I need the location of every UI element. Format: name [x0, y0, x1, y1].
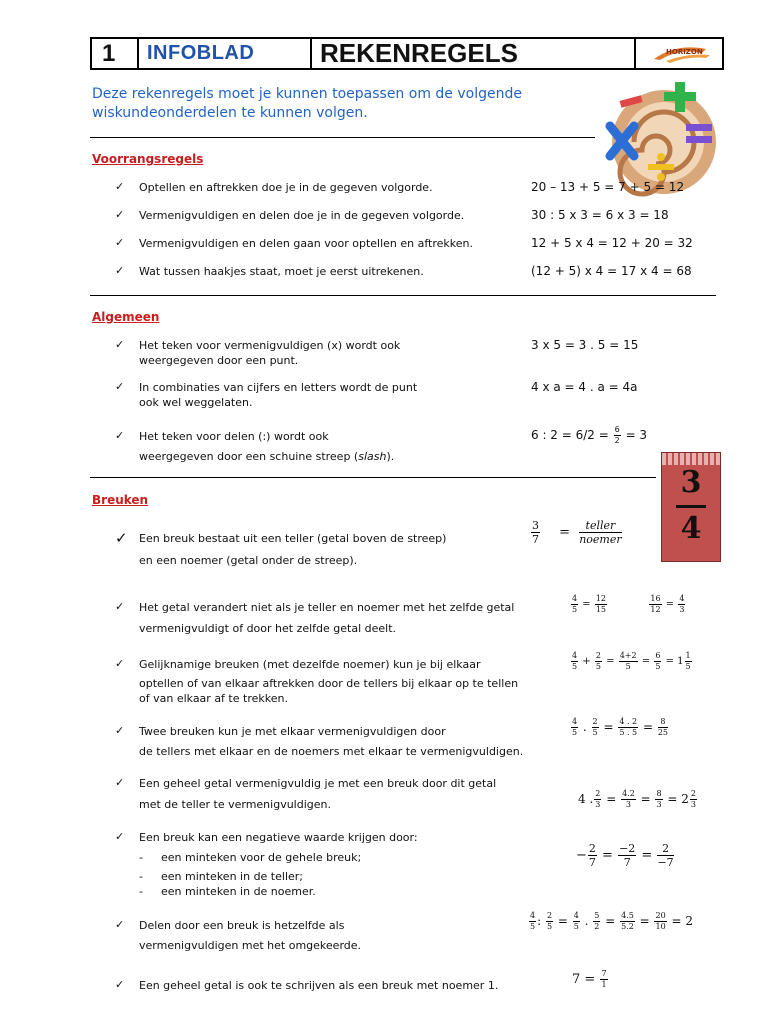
rule-example: $\frac{4}{5}$ . $\frac{2}{5}$ = $\frac{4 . 2}{5 . 5}$ = $\frac{8}{25}$	[572, 717, 669, 737]
rule-text: Het getal verandert niet als je teller en noemer met het zelfde getal vermenigvuldigt of door het zelfde getal deelt.	[139, 601, 515, 635]
intro-divider	[90, 137, 595, 138]
rule-text: Een breuk kan een negatieve waarde krijgen door:	[139, 831, 418, 844]
dash-icon: -	[139, 851, 143, 864]
check-icon: ✓	[115, 338, 125, 351]
check-icon: ✓	[115, 529, 128, 547]
rule-example: 30 : 5 x 3 = 6 x 3 = 18	[531, 208, 669, 222]
rule-text: Wat tussen haakjes staat, moet je eerst uitrekenen.	[139, 265, 424, 278]
rule-example: 4 . $\frac{2}{3}$ = $\frac{4.2}{3}$ = $\frac{8}{3}$ = 2 $\frac{2}{3}$	[578, 789, 696, 809]
check-icon: ✓	[115, 208, 125, 221]
logo-text: HORIZON	[666, 48, 703, 56]
intro-line-2: wiskundeonderdelen te kunnen volgen.	[92, 105, 368, 121]
check-icon: ✓	[115, 264, 125, 277]
bullet-list: - een minteken voor de gehele breuk; - een minteken in de teller; - een minteken in de noemer.	[139, 851, 362, 898]
check-icon: ✓	[115, 724, 125, 737]
section-divider	[90, 477, 656, 478]
rule-example: $\frac{4}{5}$ = $\frac{12}{15}$ $\frac{16}{12}$ = $\frac{4}{3}$	[572, 594, 685, 614]
card-numerator: 3	[680, 465, 702, 500]
sheet-type: INFOBLAD	[139, 39, 312, 68]
rule-example: 20 – 13 + 5 = 7 + 5 = 12	[531, 180, 685, 194]
check-icon: ✓	[115, 776, 125, 789]
rule-example: 6 : 2 = 6/2 = $\frac{6}{2}$ = 3	[531, 425, 648, 445]
logo	[636, 39, 722, 68]
rule-text: In combinaties van cijfers en letters wordt de punt ook wel weggelaten.	[139, 381, 418, 409]
rule-example: 7 = $\frac{7}{1}$	[572, 969, 607, 989]
check-icon: ✓	[115, 236, 125, 249]
horizon-logo-icon	[636, 39, 722, 68]
intro-text	[92, 85, 522, 123]
rule-text: Optellen en aftrekken doe je in de gegeven volgorde.	[139, 181, 433, 194]
section-title-voorrangsregels: Voorrangsregels	[92, 152, 204, 166]
check-icon: ✓	[115, 918, 125, 931]
sheet-number: 1	[92, 39, 139, 68]
check-icon: ✓	[115, 657, 125, 670]
check-icon: ✓	[115, 429, 125, 442]
rule-text: Een breuk bestaat uit een teller (getal boven de streep) en een noemer (getal onder de streep).	[139, 532, 447, 567]
check-icon: ✓	[115, 380, 125, 393]
rule-text: Vermenigvuldigen en delen doe je in de gegeven volgorde.	[139, 209, 465, 222]
section-divider	[90, 295, 716, 296]
rule-text: Het teken voor vermenigvuldigen (x) wordt ook weergegeven door een punt.	[139, 339, 401, 367]
card-denominator: 4	[680, 511, 702, 546]
intro-line-1: Deze rekenregels moet je kunnen toepassen om de volgende	[92, 86, 522, 102]
fraction-card	[661, 452, 721, 562]
check-icon: ✓	[115, 180, 125, 193]
rule-text: Een geheel getal vermenigvuldig je met een breuk door dit getal met de teller te vermenigvuldigen.	[139, 777, 497, 811]
rule-text: Gelijknamige breuken (met dezelfde noemer) kun je bij elkaar optellen of van elkaar aftrekken door de tellers bij elkaar op te tellen of van elkaar af te trekken.	[139, 658, 519, 705]
rule-example: $\frac{4}{5}$ : $\frac{2}{5}$ = $\frac{4}{5}$ . $\frac{5}{2}$ = $\frac{4.5}{5.2}$ = $\frac{20}{10}$ = 2	[530, 911, 693, 931]
rule-example: $\frac{4}{5}$ + $\frac{2}{5}$ = $\frac{4+2}{5}$ = $\frac{6}{5}$ = 1 $\frac{1}{5}$	[572, 651, 691, 671]
check-icon: ✓	[115, 978, 125, 991]
rule-example: 12 + 5 x 4 = 12 + 20 = 32	[531, 236, 693, 250]
check-icon: ✓	[115, 830, 125, 843]
header-bar	[90, 37, 724, 70]
dash-icon: -	[139, 885, 143, 898]
rule-text: Delen door een breuk is hetzelfde als vermenigvuldigen met het omgekeerde.	[139, 919, 362, 952]
check-icon: ✓	[115, 600, 125, 613]
rule-text: Een geheel getal is ook te schrijven als een breuk met noemer 1.	[139, 979, 499, 992]
dash-icon: -	[139, 870, 143, 883]
rule-text: Vermenigvuldigen en delen gaan voor optellen en aftrekken.	[139, 237, 473, 250]
rule-text: Het teken voor delen (:) wordt ook weergegeven door een schuine streep (slash).	[139, 430, 395, 463]
rule-example: − $\frac{2}{7}$ = $\frac{-2}{7}$ = $\frac{2}{-7}$	[576, 842, 674, 869]
section-title-breuken: Breuken	[92, 493, 149, 507]
rule-example: 4 x a = 4 . a = 4a	[531, 380, 638, 394]
rule-example: $\frac{3}{7}$ = $\frac{\text{teller}}{\text{noemer}}$	[532, 519, 622, 546]
section-title-algemeen: Algemeen	[92, 310, 160, 324]
page-title: REKENREGELS	[312, 39, 636, 68]
rule-example: (12 + 5) x 4 = 17 x 4 = 68	[531, 264, 692, 278]
rule-example: 3 x 5 = 3 . 5 = 15	[531, 338, 639, 352]
rule-text: Twee breuken kun je met elkaar vermenigvuldigen door de tellers met elkaar en de noemers met elkaar te vermenigvuldigen.	[139, 725, 524, 758]
